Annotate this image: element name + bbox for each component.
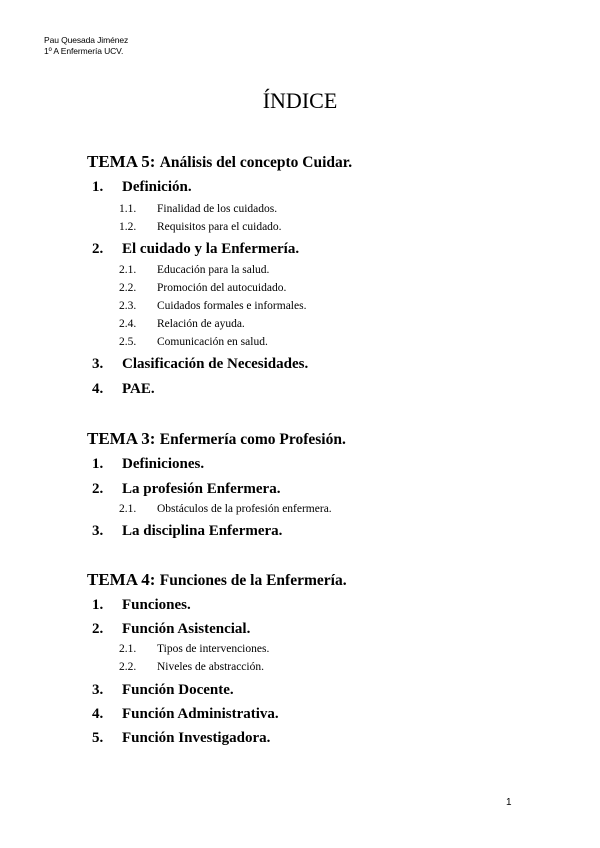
page-header: [44, 35, 128, 57]
toc-item: [92, 621, 250, 638]
toc-item-label: Clasificación de Necesidades.: [122, 356, 309, 372]
toc-subitem-number: 2.2.: [119, 661, 137, 673]
toc-item-label: Función Asistencial.: [122, 621, 251, 637]
toc-item-number: 4.: [92, 381, 104, 397]
toc-subitem-number: 2.2.: [119, 282, 137, 294]
tema-name: Análisis del concepto Cuidar.: [159, 154, 353, 171]
toc-item-number: 4.: [92, 706, 104, 722]
toc-subitem: [119, 221, 282, 233]
toc-item: [92, 381, 155, 398]
toc-subitem: [119, 282, 286, 294]
toc-item-number: 2.: [92, 621, 104, 637]
toc-item-number: 2.: [92, 241, 104, 257]
tema-heading: [87, 429, 346, 449]
toc-item-label: Función Administrativa.: [122, 706, 279, 722]
toc-item-label: Funciones.: [122, 597, 191, 613]
tema-name: Enfermería como Profesión.: [159, 431, 346, 448]
toc-item: [92, 481, 280, 498]
toc-subitem-number: 2.4.: [119, 318, 137, 330]
toc-subitem-label: Comunicación en salud.: [157, 336, 268, 348]
toc-subitem: [119, 203, 277, 215]
toc-item-number: 3.: [92, 356, 104, 372]
toc-subitem: [119, 503, 332, 515]
tema-number: TEMA 5:: [87, 152, 156, 171]
toc-subitem-number: 2.1.: [119, 643, 137, 655]
toc-subitem-label: Obstáculos de la profesión enfermera.: [157, 503, 332, 515]
toc-subitem: [119, 661, 264, 673]
toc-subitem-label: Finalidad de los cuidados.: [157, 203, 278, 215]
tema-number: TEMA 3:: [87, 429, 156, 448]
toc-item-number: 2.: [92, 481, 104, 497]
toc-subitem-number: 2.5.: [119, 336, 137, 348]
toc-item-label: La profesión Enfermera.: [122, 481, 281, 497]
toc-item: [92, 682, 234, 699]
toc-item: [92, 597, 191, 614]
toc-subitem-label: Niveles de abstracción.: [157, 661, 264, 673]
toc-subitem: [119, 643, 269, 655]
toc-item-label: PAE.: [122, 381, 155, 397]
tema-heading: [87, 152, 352, 172]
author-name: Pau Quesada Jiménez: [44, 35, 129, 45]
toc-subitem-number: 2.3.: [119, 300, 137, 312]
toc-item-number: 5.: [92, 730, 104, 746]
toc-item: [92, 730, 270, 747]
course-name: 1º A Enfermería UCV.: [44, 46, 124, 56]
toc-item: [92, 456, 204, 473]
toc-item: [92, 356, 308, 373]
toc-subitem-number: 2.1.: [119, 264, 137, 276]
toc-subitem-number: 2.1.: [119, 503, 137, 515]
toc-item-label: El cuidado y la Enfermería.: [122, 241, 300, 257]
toc-subitem-label: Tipos de intervenciones.: [157, 643, 270, 655]
toc-item-label: Definición.: [122, 179, 192, 195]
toc-subitem-number: 1.1.: [119, 203, 137, 215]
toc-subitem: [119, 318, 245, 330]
toc-subitem-label: Requisitos para el cuidado.: [157, 221, 282, 233]
toc-item-number: 1.: [92, 597, 104, 613]
tema-name: Funciones de la Enfermería.: [159, 572, 347, 589]
toc-item: [92, 523, 282, 540]
toc-item: [92, 241, 299, 258]
toc-item-label: La disciplina Enfermera.: [122, 523, 283, 539]
toc-item-number: 3.: [92, 523, 104, 539]
toc-subitem-label: Relación de ayuda.: [157, 318, 245, 330]
toc-item: [92, 179, 192, 196]
toc-item-label: Definiciones.: [122, 456, 205, 472]
tema-number: TEMA 4:: [87, 570, 156, 589]
page-title: ÍNDICE: [262, 88, 338, 113]
tema-heading: [87, 570, 347, 590]
toc-item-label: Función Investigadora.: [122, 730, 271, 746]
toc-subitem: [119, 300, 306, 312]
page-number: 1: [506, 797, 512, 808]
toc-item: [92, 706, 279, 723]
toc-item-number: 3.: [92, 682, 104, 698]
toc-subitem-label: Educación para la salud.: [157, 264, 270, 276]
toc-item-number: 1.: [92, 456, 104, 472]
toc-item-number: 1.: [92, 179, 104, 195]
toc-subitem-label: Promoción del autocuidado.: [157, 282, 287, 294]
toc-item-label: Función Docente.: [122, 682, 234, 698]
toc-subitem: [119, 336, 268, 348]
toc-subitem-label: Cuidados formales e informales.: [157, 300, 307, 312]
toc-subitem-number: 1.2.: [119, 221, 137, 233]
toc-subitem: [119, 264, 269, 276]
